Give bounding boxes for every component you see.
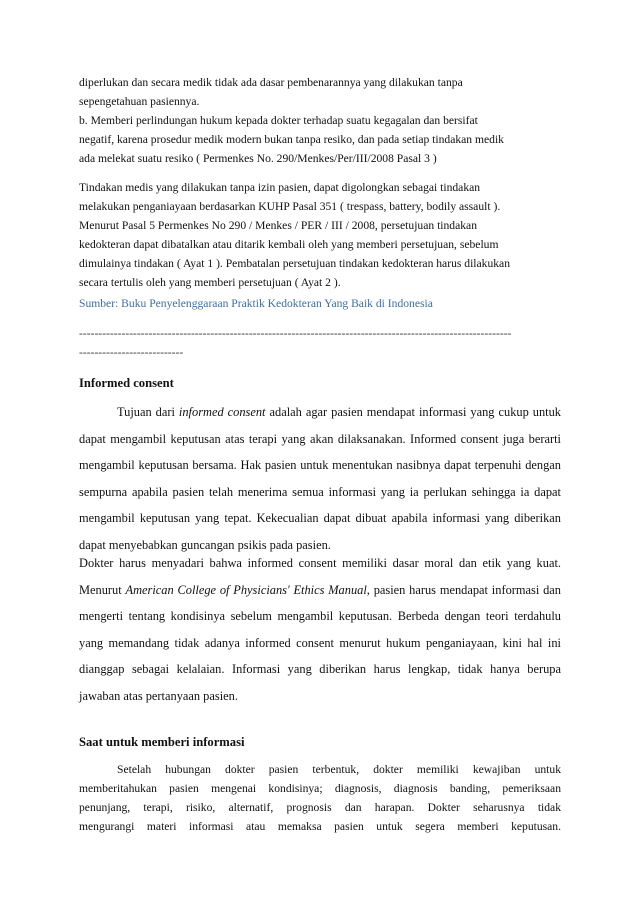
doctor-obligation-paragraph (79, 550, 561, 710)
text-line: dimulainya tindakan ( Ayat 1 ). Pembatalan persetujuan tindakan kedokteran harus dilakukan (79, 257, 510, 270)
intro-paragraph (79, 73, 561, 168)
section-heading: Saat untuk memberi informasi (79, 735, 245, 749)
text-line: Tindakan medis yang dilakukan tanpa izin pasien, dapat digolongkan sebagai tindakan (79, 181, 481, 194)
timing-paragraph (79, 760, 561, 836)
informed-consent-paragraph (79, 399, 561, 559)
text-line: melakukan penganiayaan berdasarkan KUHP Pasal 351 ( trespass, battery, bodily assault ). (79, 200, 501, 213)
paragraph-text: Dokter harus menyadari bahwa informed consent memiliki dasar moral dan etik yang kuat. Menurut (79, 556, 561, 597)
text-line: secara tertulis oleh yang memberi persetujuan ( Ayat 2 ). (79, 276, 341, 289)
text-line: ada melekat suatu resiko ( Permenkes No. 290/Menkes/Per/III/2008 Pasal 3 ) (79, 152, 437, 165)
italic-term: informed consent (178, 405, 266, 419)
paragraph-text: , pasien harus mendapat informasi dan mengerti tentang kondisinya sebelum mengambil keputusan. Berbeda dengan teori terdahulu yang memandang tidak adanya informed consent menurut hukum penganiayaan, kini hal ini dianggap sebagai kelalaian. Informasi yang diberikan harus lengkap, tidak hanya berupa jawaban atas pertanyaan pasien. (79, 582, 561, 703)
text-line: memberitahukan pasien mengenai kondisinya; diagnosis, diagnosis banding, pemeriksaan (79, 782, 561, 795)
section-heading: Informed consent (79, 376, 174, 390)
text-line: Setelah hubungan dokter pasien terbentuk, dokter memiliki kewajiban untuk (117, 763, 561, 776)
text-line: diperlukan dan secara medik tidak ada dasar pembenarannya yang dilakukan tanpa (79, 76, 463, 89)
text-line: b. Memberi perlindungan hukum kepada dokter terhadap suatu kegagalan dan bersifat (79, 114, 478, 127)
text-line: sepengetahuan pasiennya. (79, 95, 200, 108)
text-line: negatif, karena prosedur medik modern bukan tanpa resiko, dan pada setiap tindakan medik (79, 133, 504, 146)
separator-line: --------------------------- (79, 346, 184, 359)
source-citation: Sumber: Buku Penyelenggaraan Praktik Kedokteran Yang Baik di Indonesia (79, 297, 433, 310)
separator-line: ---------------------------------------------------------------------------------------------------------------- (79, 327, 512, 340)
text-line: Menurut Pasal 5 Permenkes No 290 / Menkes / PER / III / 2008, persetujuan tindakan (79, 219, 477, 232)
text-line: kedokteran dapat dibatalkan atau ditarik kembali oleh yang memberi persetujuan, sebelum (79, 238, 499, 251)
text-line: mengurangi materi informasi atau memaksa pasien untuk segera memberi keputusan. (79, 820, 561, 833)
paragraph-text: adalah agar pasien mendapat informasi yang cukup untuk dapat mengambil keputusan atas terapi yang akan dilaksanakan. Informed consent juga berarti mengambil keputusan bersama. Hak pasien untuk menentukan nasibnya dapat terpenuhi dengan sempurna apabila pasien telah menerima semua informasi yang ia perlukan sehingga ia dapat mengambil keputusan yang tepat. Kekecualian dapat dibuat apabila informasi yang diberikan dapat menyebabkan guncangan psikis pada pasien. (79, 405, 561, 552)
italic-term: American College of Physicians' Ethics Manual (125, 582, 367, 597)
text-line: penunjang, terapi, risiko, alternatif, prognosis dan harapan. Dokter seharusnya tidak (79, 801, 561, 814)
paragraph-text: Tujuan dari (117, 405, 179, 419)
consent-law-paragraph (79, 178, 561, 292)
